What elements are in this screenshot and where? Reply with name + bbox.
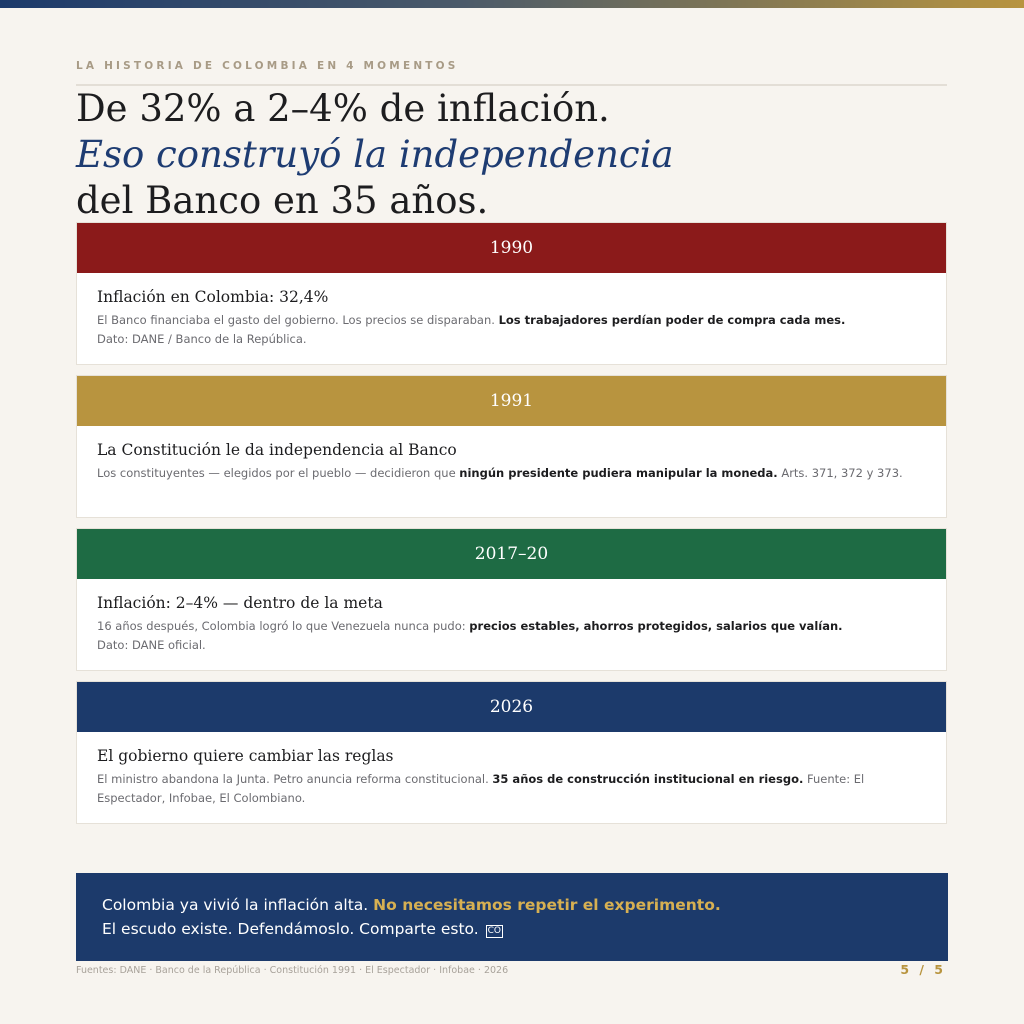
card-emphasis: ningún presidente pudiera manipular la moneda. [459,466,778,480]
card-text: El ministro abandona la Junta. Petro anuncia reforma constitucional. [97,772,489,786]
card-source: Dato: DANE / Banco de la República. [97,332,307,346]
card-year-header: 2017–20 [77,529,946,579]
card-description [97,464,926,483]
card-description [97,770,926,808]
card-text: El Banco financiaba el gasto del gobierno. Los precios se disparaban. [97,313,495,327]
timeline-card-2026 [76,681,947,824]
card-title: Inflación: 2–4% — dentro de la meta [97,594,383,612]
card-body [77,426,946,483]
cta-highlight: No necesitamos repetir el experimento. [373,896,721,914]
headline-line-1: De 32% a 2–4% de inflación. [76,87,610,130]
card-body [77,579,946,655]
page-number: 5 / 5 [900,962,946,977]
top-gradient-bar [0,0,1024,8]
headline-line-3: del Banco en 35 años. [76,179,489,222]
timeline-card-1991 [76,375,947,518]
cta-line-1 [102,893,922,917]
cta-line-2 [102,917,922,941]
card-emphasis: precios estables, ahorros protegidos, salarios que valían. [469,619,843,633]
card-description [97,617,926,655]
card-body [77,732,946,808]
call-to-action-banner [76,873,948,961]
timeline-card-1990 [76,222,947,365]
headline-line-2: Eso construyó la independencia [76,133,674,176]
cta-text: Colombia ya vivió la inflación alta. [102,896,369,914]
card-description [97,311,926,349]
card-emphasis: 35 años de construcción institucional en riesgo. [492,772,804,786]
card-year-header: 2026 [77,682,946,732]
card-source: Arts. 371, 372 y 373. [781,466,903,480]
cta-share-text: El escudo existe. Defendámoslo. Comparte esto. [102,920,479,938]
colombia-flag-icon: CO [487,926,501,936]
eyebrow-label: LA HISTORIA DE COLOMBIA EN 4 MOMENTOS [76,60,459,72]
card-title: La Constitución le da independencia al Banco [97,441,457,459]
card-emphasis: Los trabajadores perdían poder de compra cada mes. [498,313,846,327]
card-title: Inflación en Colombia: 32,4% [97,288,329,306]
card-text: Los constituyentes — elegidos por el pueblo — decidieron que [97,466,456,480]
page-headline [76,86,674,224]
card-title: El gobierno quiere cambiar las reglas [97,747,394,765]
card-body [77,273,946,349]
card-source: Dato: DANE oficial. [97,638,206,652]
card-source: Fuente: El Espectador, Infobae, El Colombiano. [97,772,865,805]
timeline-card-2017-20 [76,528,947,671]
card-year-header: 1990 [77,223,946,273]
card-text: 16 años después, Colombia logró lo que Venezuela nunca pudo: [97,619,466,633]
footer-sources: Fuentes: DANE · Banco de la República · Constitución 1991 · El Espectador · Infobae · 2026 [76,965,509,976]
card-year-header: 1991 [77,376,946,426]
